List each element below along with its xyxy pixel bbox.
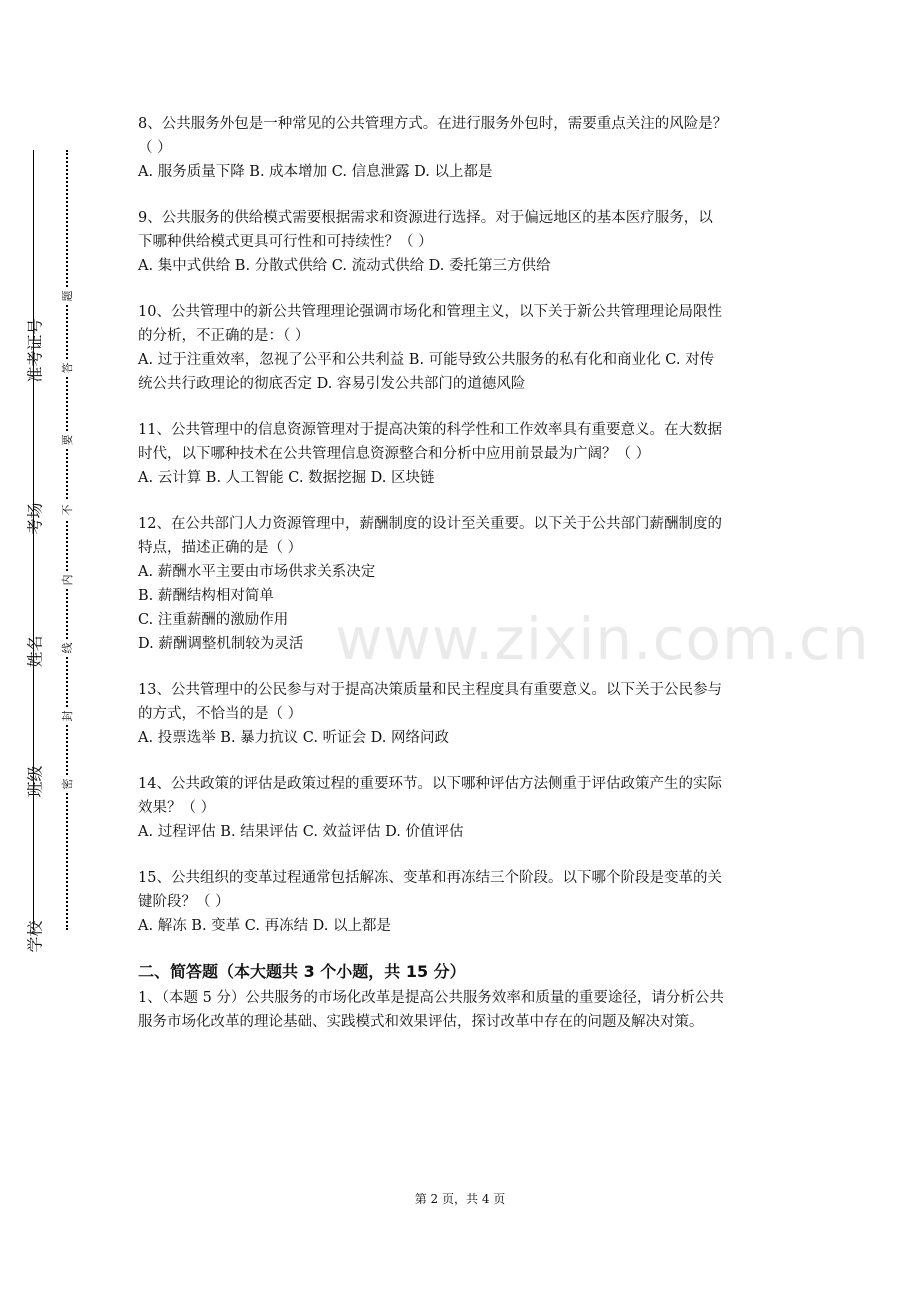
option-d: D. 薪酬调整机制较为灵活: [138, 636, 304, 652]
question-options: A. 过于注重效率，忽视了公平和公共利益 B. 可能导致公共服务的私有化和商业化 C. 对传: [138, 352, 715, 368]
seal-char: 不: [59, 501, 75, 519]
question-text: （ ）: [138, 140, 172, 156]
section-title: 二、简答题（本大题共 3 个小题，共 15 分）: [138, 962, 466, 981]
question-text: 10、公共管理中的新公共管理理论强调市场化和管理主义，以下关于新公共管理理论局限性: [138, 304, 722, 320]
question-text: 效果？（ ）: [138, 800, 216, 816]
question-text: 15、公共组织的变革过程通常包括解冻、变革和再冻结三个阶段。以下哪个阶段是变革的关: [138, 870, 722, 886]
question-options: 统公共行政理论的彻底否定 D. 容易引发公共部门的道德风险: [138, 376, 526, 392]
question-options: A. 过程评估 B. 结果评估 C. 效益评估 D. 价值评估: [138, 824, 464, 840]
page-number: 第 2 页，共 4 页: [414, 1192, 506, 1206]
question-14: [138, 772, 788, 844]
seal-char: 密: [59, 775, 75, 793]
school-label: 学校: [25, 920, 45, 953]
short-answer-question-1: [138, 986, 788, 1034]
question-15: [138, 866, 788, 938]
question-11: [138, 418, 788, 490]
seal-char: 内: [59, 571, 75, 589]
question-text: 的方式，不恰当的是（ ）: [138, 706, 303, 722]
question-text: 14、公共政策的评估是政策过程的重要环节。以下哪种评估方法侧重于评估政策产生的实际: [138, 776, 722, 792]
question-text: 13、公共管理中的公民参与对于提高决策质量和民主程度具有重要意义。以下关于公民参与: [138, 682, 722, 698]
exam-number-label: 准考证号: [25, 318, 45, 383]
exam-content: [138, 112, 788, 1034]
question-text: 9、公共服务的供给模式需要根据需求和资源进行选择。对于偏远地区的基本医疗服务，以: [138, 210, 713, 226]
seal-dotted-line: [66, 150, 68, 930]
question-10: [138, 300, 788, 396]
question-text: 时代，以下哪种技术在公共管理信息资源整合和分析中应用前景最为广阔？（ ）: [138, 446, 651, 462]
seal-char: 题: [59, 287, 75, 305]
seal-char: 封: [59, 707, 75, 725]
question-options: A. 投票选举 B. 暴力抗议 C. 听证会 D. 网络问政: [138, 730, 450, 746]
question-13: [138, 678, 788, 750]
name-label: 姓名: [25, 635, 45, 668]
exam-room-label: 考场: [25, 502, 45, 535]
option-a: A. 薪酬水平主要由市场供求关系决定: [138, 564, 376, 580]
watermark: www.zixin.com.cn: [335, 605, 870, 673]
question-text: 1、（本题 5 分）公共服务的市场化改革是提高公共服务效率和质量的重要途径，请分析公共: [138, 990, 724, 1006]
question-text: 11、公共管理中的信息资源管理对于提高决策的科学性和工作效率具有重要意义。在大数据: [138, 422, 722, 438]
question-text: 8、公共服务外包是一种常见的公共管理方式。在进行服务外包时，需要重点关注的风险是？: [138, 116, 728, 132]
question-options: A. 集中式供给 B. 分散式供给 C. 流动式供给 D. 委托第三方供给: [138, 258, 551, 274]
question-text: 的分析，不正确的是：（ ）: [138, 328, 310, 344]
question-text: 服务市场化改革的理论基础、实践模式和效果评估，探讨改革中存在的问题及解决对策。: [138, 1014, 704, 1030]
class-label: 班级: [25, 765, 45, 798]
question-options: A. 云计算 B. 人工智能 C. 数据挖掘 D. 区块链: [138, 470, 435, 486]
seal-char: 答: [59, 359, 75, 377]
seal-char: 要: [59, 431, 75, 449]
fill-in-line: [33, 150, 34, 930]
seal-char: 线: [59, 639, 75, 657]
question-text: 键阶段？（ ）: [138, 894, 230, 910]
question-text: 下哪种供给模式更具可行性和可持续性？（ ）: [138, 234, 433, 250]
question-options: A. 解冻 B. 变革 C. 再冻结 D. 以上都是: [138, 918, 392, 934]
question-options: A. 服务质量下降 B. 成本增加 C. 信息泄露 D. 以上都是: [138, 164, 493, 180]
question-text: 12、在公共部门人力资源管理中，薪酬制度的设计至关重要。以下关于公共部门薪酬制度的: [138, 516, 722, 532]
question-9: [138, 206, 788, 278]
question-text: 特点，描述正确的是（ ）: [138, 540, 303, 556]
option-c: C. 注重薪酬的激励作用: [138, 612, 289, 628]
question-8: [138, 112, 788, 184]
option-b: B. 薪酬结构相对简单: [138, 588, 274, 604]
